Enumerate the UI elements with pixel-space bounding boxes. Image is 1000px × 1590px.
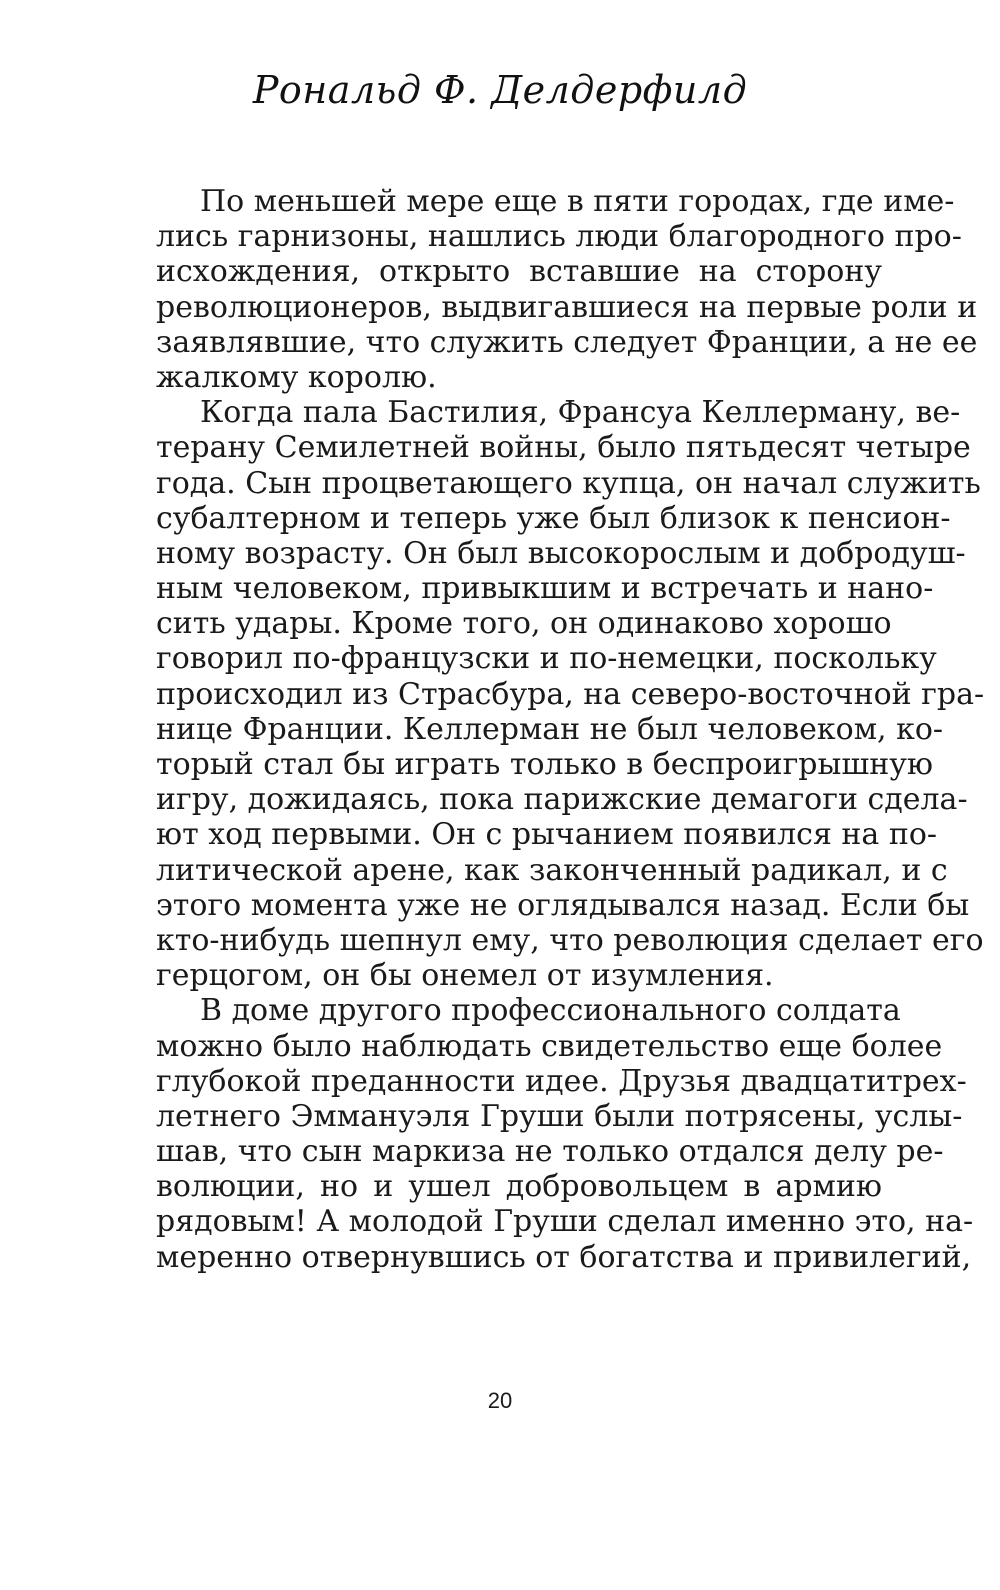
text-line: ному возрасту. Он был высокорослым и добродуш-	[156, 535, 966, 571]
paragraph-1	[112, 184, 978, 395]
text-line: года. Сын процветающего купца, он начал служить	[156, 465, 981, 501]
text-line: сить удары. Кроме того, он одинаково хорошо	[156, 606, 892, 642]
text-line: игру, дожидаясь, пока парижские демагоги сдела-	[156, 782, 968, 818]
paragraph-2	[112, 395, 985, 994]
text-line: происходил из Страсбура, на северо-восточной гра-	[156, 676, 985, 712]
text-line: Когда пала Бастилия, Франсуа Келлерману, ве-	[200, 395, 961, 431]
text-line: заявлявшие, что служить следует Франции, а не ее	[156, 324, 978, 360]
text-line: лись гарнизоны, нашлись люди благородного про-	[156, 219, 962, 255]
text-line: говорил по-французски и по-немецки, поскольку	[156, 641, 937, 677]
text-line: революционеров, выдвигавшиеся на первые роли и	[156, 289, 978, 325]
text-line: рядовым! А молодой Груши сделал именно это, на-	[156, 1204, 974, 1240]
text-line: волюции, но и ушел добровольцем в армию	[156, 1169, 882, 1205]
text-line: меренно отвернувшись от богатства и привилегий,	[156, 1239, 972, 1275]
text-line: ют ход первыми. Он с рычанием появился на по-	[156, 817, 938, 853]
text-line: субалтерном и теперь уже был близок к пенсион-	[156, 500, 951, 536]
text-line: В доме другого профессионального солдата	[200, 993, 901, 1029]
text-line: жалкому королю.	[156, 359, 437, 395]
text-line: глубокой преданности идее. Друзья двадцатитрех-	[156, 1063, 967, 1099]
text-line: летнего Эммануэля Груши были потрясены, услы-	[156, 1098, 963, 1134]
text-line: этого момента уже не оглядывался назад. Если бы	[156, 887, 970, 923]
text-line: терану Семилетней войны, было пятьдесят четыре	[156, 430, 971, 466]
text-line: исхождения, открыто вставшие на сторону	[156, 254, 882, 290]
paragraph-3	[112, 993, 974, 1275]
text-line: кто-нибудь шепнул ему, что революция сделает его	[156, 922, 984, 958]
text-line: литической арене, как законченный радикал, и с	[156, 852, 948, 888]
running-header: Рональд Ф. Делдерфилд	[252, 68, 748, 112]
text-line: можно было наблюдать свидетельство еще более	[156, 1028, 943, 1064]
text-line: ным человеком, привыкшим и встречать и нано-	[156, 571, 934, 607]
text-line: герцогом, он бы онемел от изумления.	[156, 958, 774, 994]
text-line: торый стал бы играть только в беспроигрышную	[156, 747, 934, 782]
text-line: нице Франции. Келлерман не был человеком, ко-	[156, 711, 944, 747]
text-line: По меньшей мере еще в пяти городах, где име-	[200, 184, 955, 219]
text-line: шав, что сын маркиза не только отдался делу ре-	[156, 1134, 944, 1170]
page-number: 20	[487, 1388, 513, 1413]
body-text	[112, 184, 985, 1275]
